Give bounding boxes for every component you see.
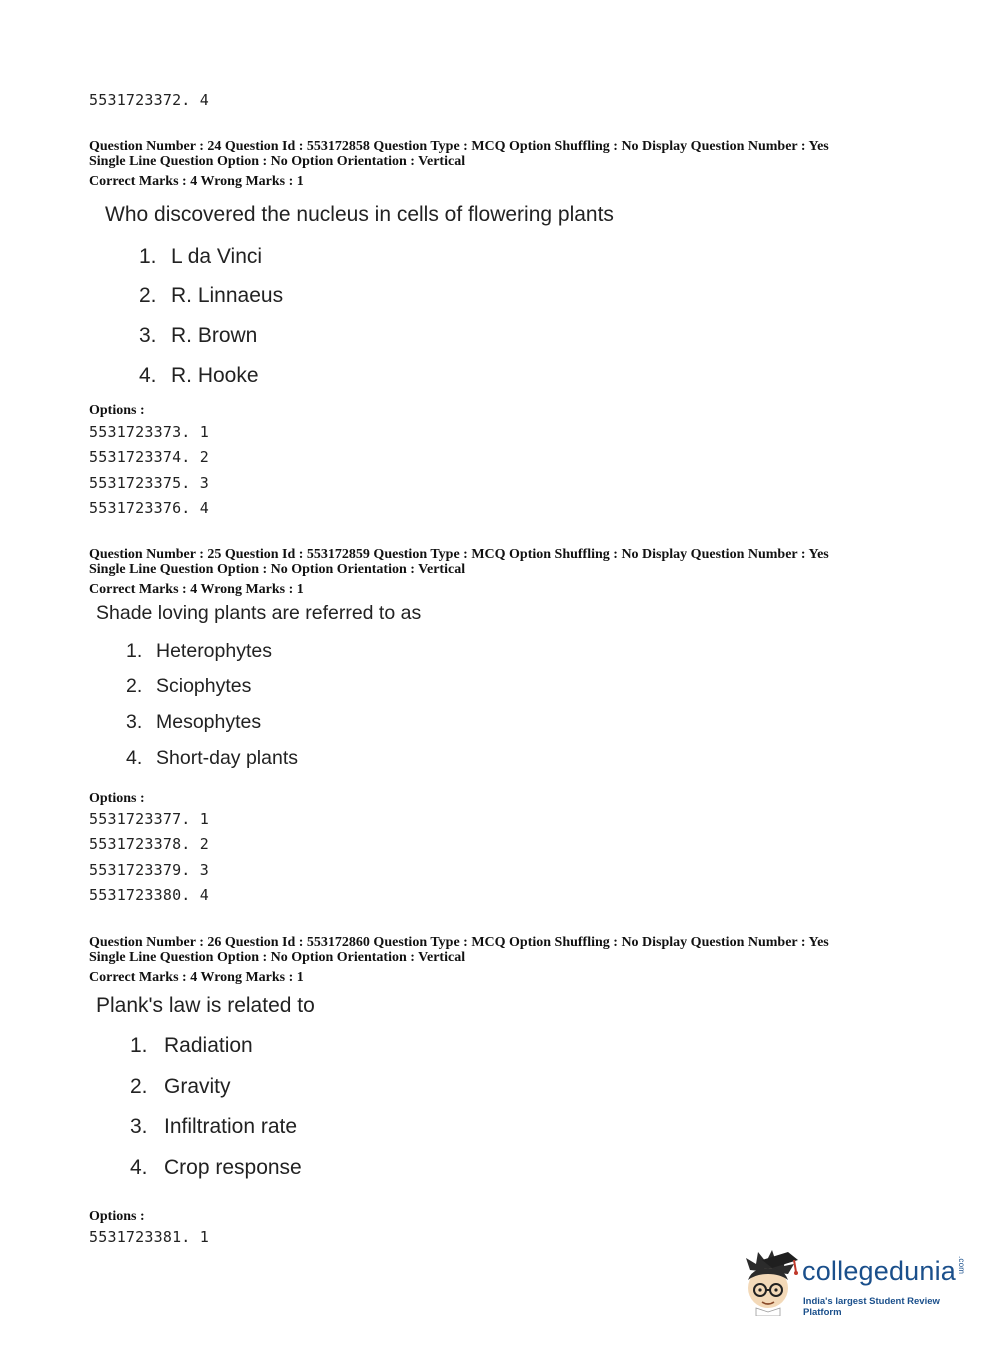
choice	[130, 1156, 302, 1180]
options-label: Options :	[89, 403, 145, 418]
choice	[126, 711, 261, 734]
choice-number: 1.	[126, 640, 143, 662]
choice	[139, 284, 283, 308]
mascot-icon	[742, 1250, 800, 1316]
choice-number: 4.	[139, 364, 157, 387]
option-id: 5531723377. 1	[89, 810, 209, 828]
choice-number: 1.	[130, 1034, 148, 1057]
question-meta-line2: Single Line Question Option : No Option Orientation : Vertical	[89, 950, 466, 965]
option-id: 5531723381. 1	[89, 1228, 209, 1246]
choice	[130, 1075, 231, 1099]
choice-text: R. Linnaeus	[171, 284, 284, 307]
choice-text: Short-day plants	[156, 747, 298, 769]
question-text: Plank's law is related to	[96, 994, 315, 1017]
question-meta-line2: Single Line Question Option : No Option Orientation : Vertical	[89, 154, 466, 169]
choice-text: R. Hooke	[171, 364, 259, 387]
choice-text: L da Vinci	[171, 245, 263, 268]
choice-number: 3.	[126, 711, 143, 733]
question-marks: Correct Marks : 4 Wrong Marks : 1	[89, 970, 304, 985]
choice-number: 2.	[130, 1075, 148, 1098]
option-id-list	[89, 807, 209, 908]
question-meta-line1: Question Number : 24 Question Id : 553172858 Question Type : MCQ Option Shuffling : No Display Question Number : Yes	[89, 139, 829, 154]
option-id: 5531723378. 2	[89, 835, 209, 854]
option-id-list	[89, 420, 209, 521]
question-text: Who discovered the nucleus in cells of flowering plants	[105, 203, 614, 226]
choice	[139, 324, 257, 348]
choice-text: Radiation	[164, 1034, 253, 1057]
question-marks: Correct Marks : 4 Wrong Marks : 1	[89, 582, 304, 597]
question-text: Shade loving plants are referred to as	[96, 602, 422, 624]
option-id: 5531723373. 1	[89, 423, 209, 441]
option-id: 5531723374. 2	[89, 448, 209, 467]
option-id: 5531723379. 3	[89, 860, 209, 879]
logo-name: collegedunia	[802, 1256, 957, 1286]
options-label: Options :	[89, 1209, 145, 1224]
option-id: 5531723375. 3	[89, 473, 209, 492]
question-meta-line1: Question Number : 26 Question Id : 553172860 Question Type : MCQ Option Shuffling : No Display Question Number : Yes	[89, 935, 829, 950]
choice	[130, 1115, 297, 1139]
choice-text: Infiltration rate	[164, 1115, 298, 1138]
logo-wordmark	[802, 1256, 966, 1287]
choice	[139, 364, 259, 388]
choice-number: 4.	[126, 747, 143, 769]
choice-number: 2.	[139, 284, 157, 307]
collegedunia-logo[interactable]	[742, 1250, 972, 1320]
question-meta-line1: Question Number : 25 Question Id : 553172859 Question Type : MCQ Option Shuffling : No Display Question Number : Yes	[89, 547, 829, 562]
logo-suffix: .com	[957, 1256, 967, 1275]
choice	[126, 675, 251, 698]
options-label: Options :	[89, 791, 145, 806]
option-id-list	[89, 1225, 209, 1250]
choice-text: Mesophytes	[156, 711, 262, 733]
question-marks: Correct Marks : 4 Wrong Marks : 1	[89, 174, 304, 189]
logo-tagline: India's largest Student Review Platform	[803, 1296, 940, 1318]
choice-number: 4.	[130, 1156, 148, 1179]
option-id: 5531723372. 4	[89, 91, 209, 109]
choice-number: 3.	[130, 1115, 148, 1138]
question-meta-line2: Single Line Question Option : No Option Orientation : Vertical	[89, 562, 466, 577]
choice	[139, 245, 262, 269]
choice	[126, 640, 272, 663]
choice-text: Crop response	[164, 1156, 302, 1179]
choice-number: 3.	[139, 324, 157, 347]
choice	[126, 747, 298, 770]
choice	[130, 1034, 253, 1058]
option-id: 5531723380. 4	[89, 885, 209, 904]
option-id: 5531723376. 4	[89, 498, 209, 517]
choice-text: Sciophytes	[156, 675, 252, 697]
choice-text: Gravity	[164, 1075, 231, 1098]
choice-number: 2.	[126, 675, 143, 697]
choice-number: 1.	[139, 245, 157, 268]
choice-text: Heterophytes	[156, 640, 272, 662]
choice-text: R. Brown	[171, 324, 258, 347]
